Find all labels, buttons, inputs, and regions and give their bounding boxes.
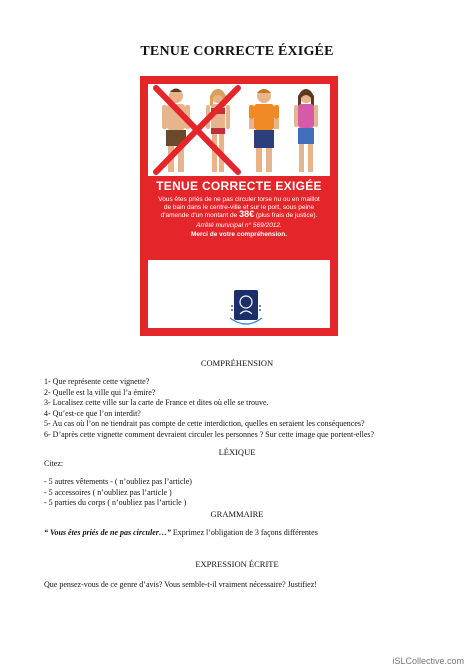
person-dressed-man [249, 89, 279, 172]
question-3: 3- Localisez cette ville sur la carte de France et dites où elle se trouve. [44, 398, 269, 407]
person-dressed-woman [294, 89, 318, 172]
grammaire-instruction: Exprimez l’obligation de 3 façons différentes [170, 528, 318, 537]
grammaire-heading: GRAMMAIRE [210, 509, 264, 519]
poster-amount: 38€ [239, 209, 255, 220]
question-6: 6- D’après cette vignette comment devraient circuler les personnes ? Sur cette image que portent-elles? [44, 430, 375, 439]
expression-heading: EXPRESSION ÉCRITE [195, 559, 279, 569]
expression-question: Que pensez-vous de ce genre d’avis? Vous semble-t-il vraiment nécessaire? Justifiez! [44, 580, 317, 589]
poster-image [140, 76, 338, 336]
poster-banner [148, 176, 330, 260]
people-illustration [148, 84, 330, 176]
poster-amount-wrap [239, 209, 318, 220]
lexique-item-3: - 5 parties du corps ( n’oubliez pas l’article ) [44, 498, 187, 507]
page-title: TENUE CORRECTE ÉXIGÉE [140, 44, 334, 59]
poster-merci: Merci de votre compréhension. [190, 230, 288, 238]
question-5: 5- Au cas où l’on ne tiendrait pas compte de cette interdiction, quelles en seraient les conséquences? [44, 419, 365, 428]
question-2: 2- Quelle est la ville qui l’a émire? [44, 388, 156, 397]
grammaire-exercise [44, 528, 318, 537]
question-1: 1- Que représente cette vignette? [44, 377, 150, 386]
poster-headline: TENUE CORRECTE EXIGÉE [156, 179, 322, 193]
grammaire-quote: “ Vous êtes priés de ne pas circuler…” [44, 528, 171, 537]
poster-amount-note: (plus frais de justice). [255, 212, 318, 220]
question-4: 4- Qu’est-ce que l’on interdit? [44, 409, 141, 418]
city-emblem-logo [226, 288, 266, 328]
lexique-item-2: - 5 accessoires ( n’oubliez pas l’article ) [44, 488, 172, 497]
footer-watermark: iSLCollective.com [392, 656, 464, 666]
lexique-citez: Citez: [44, 459, 64, 468]
poster-body-text [154, 196, 324, 220]
poster-body: Vous êtes priés de ne pas circuler torse nu ou en maillot de bain dans le centre-ville et sur le port, sous peine d'amende d'un montant de [158, 196, 320, 220]
lexique-item-1: - 5 autres vêtements - ( n’oubliez pas l’article) [44, 477, 192, 486]
poster-arrete: Arrêté municipal n° 569/2012. [196, 221, 282, 229]
lexique-heading: LÉXIQUE [218, 447, 256, 457]
comprehension-heading: COMPRÉHENSION [200, 358, 274, 368]
